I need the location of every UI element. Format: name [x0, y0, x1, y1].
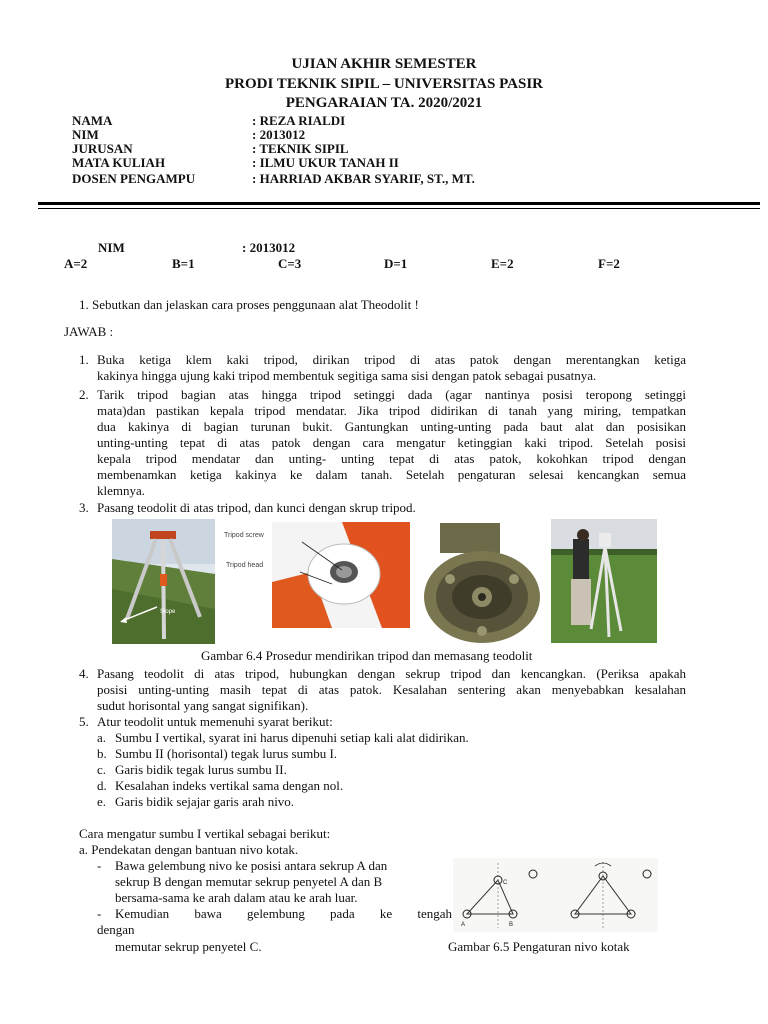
sub-b-key: b.	[97, 746, 107, 761]
info-label-dosen: DOSEN PENGAMPU	[72, 171, 196, 186]
exam-title: UJIAN AKHIR SEMESTER	[291, 56, 477, 72]
step-2-number: 2.	[79, 387, 89, 402]
nim-value: : 2013012	[242, 240, 296, 255]
step-2-line-7: klemnya.	[97, 483, 146, 498]
answer-label: JAWAB :	[64, 324, 114, 339]
var-a: A=2	[64, 256, 88, 271]
fig65-label-a: A	[461, 922, 466, 928]
sub-c-key: c.	[97, 762, 107, 777]
figure-6-5-caption: Gambar 6.5 Pengaturan nivo kotak	[448, 939, 630, 954]
photo-tribrach-underside	[420, 519, 544, 645]
bullet-1-dash: -	[97, 858, 102, 873]
bullet-2-line-1: Kemudian bawa gelembung pada ke tengah	[115, 906, 452, 921]
var-f: F=2	[598, 256, 620, 271]
step-2-line-6: membenamkan ketiga kakinya ke dalam tanah. Setelah pengaturan selesai kencangkan semua	[97, 467, 686, 482]
info-label-nama: NAMA	[72, 113, 113, 128]
info-value-nim: : 2013012	[252, 127, 306, 142]
fig65-label-b: B	[509, 922, 514, 928]
step-3-line-1: Pasang teodolit di atas tripod, dan kunci dengan skrup tripod.	[97, 500, 416, 515]
bullet-1-line-3: bersama-sama ke arah dalam atau ke arah luar.	[115, 890, 358, 905]
procedure-intro: Cara mengatur sumbu I vertikal sebagai berikut:	[79, 826, 331, 841]
info-label-jurusan: JURUSAN	[72, 141, 133, 156]
photo-tripod-on-slope	[112, 519, 215, 644]
step-1-line-1: Buka ketiga klem kaki tripod, dirikan tripod di atas patok dengan merentangkan ketiga	[97, 352, 686, 367]
slope-label: Slope	[160, 609, 176, 615]
bullet-1-line-1: Bawa gelembung nivo ke posisi antara sekrup A dan	[115, 858, 388, 873]
info-label-nim: NIM	[72, 127, 99, 142]
var-e: E=2	[491, 256, 514, 271]
bullet-1-line-2: sekrup B dengan memutar sekrup penyetel A dan B	[115, 874, 383, 889]
photo-tripod-screw	[272, 522, 410, 628]
figure-6-4-caption: Gambar 6.4 Prosedur mendirikan tripod dan memasang teodolit	[201, 648, 533, 663]
fig65-label-c: C	[503, 880, 508, 886]
tripod-screw-label: Tripod screw	[224, 532, 264, 539]
info-label-matakuliah: MATA KULIAH	[72, 155, 166, 170]
step-3-number: 3.	[79, 500, 89, 515]
sub-c-text: Garis bidik tegak lurus sumbu II.	[115, 762, 287, 777]
bullet-2-line-2: dengan	[97, 922, 135, 937]
info-value-matakuliah: : ILMU UKUR TANAH II	[252, 155, 399, 170]
step-4-line-3: sudut horisontal yang sangat signifikan).	[97, 698, 309, 713]
info-value-jurusan: : TEKNIK SIPIL	[252, 141, 349, 156]
figure-6-5-diagram	[453, 858, 658, 932]
tripod-head-label: Tripod head	[226, 562, 264, 569]
photo-surveyor-leveling	[551, 519, 657, 643]
sub-a-key: a.	[97, 730, 107, 745]
sub-e-text: Garis bidik sejajar garis arah nivo.	[115, 794, 295, 809]
step-2-line-5: kepala tripod mendatar dan unting- unting tepat di atas patok, kokohkan tripod dengan	[97, 451, 686, 466]
step-5-number: 5.	[79, 714, 89, 729]
step-4-line-1: Pasang teodolit di atas tripod, hubungkan dengan sekrup tripod dan kencangkan. (Periksa apakah	[97, 666, 686, 681]
step-4-number: 4.	[79, 666, 89, 681]
sub-e-key: e.	[97, 794, 107, 809]
header-rule-thin	[38, 208, 760, 209]
year-title: PENGARAIAN TA. 2020/2021	[285, 95, 483, 111]
sub-b-text: Sumbu II (horisontal) tegak lurus sumbu I.	[115, 746, 338, 761]
step-2-line-3: dua kakinya di bagian turunan bukit. Gantungkan unting-unting pada baut alat dan posisikan	[97, 419, 686, 434]
step-2-line-1: Tarik tripod bagian atas hingga tripod setinggi dada (agar nantinya posisi teropong setinggi	[97, 387, 686, 402]
bullet-2-line-3: memutar sekrup penyetel C.	[115, 939, 262, 954]
sub-d-key: d.	[97, 778, 107, 793]
sub-d-text: Kesalahan indeks vertikal sama dengan nol.	[115, 778, 344, 793]
procedure-item-a: a. Pendekatan dengan bantuan nivo kotak.	[79, 842, 299, 857]
step-1-number: 1.	[79, 352, 89, 367]
sub-a-text: Sumbu I vertikal, syarat ini harus dipenuhi setiap kali alat didirikan.	[115, 730, 469, 745]
var-b: B=1	[172, 256, 195, 271]
step-2-line-2: mata)dan pastikan kepala tripod mendatar. Jika tripod didirikan di tanah yang miring, tempatkan	[97, 403, 686, 418]
step-5-line-1: Atur teodolit untuk memenuhi syarat berikut:	[97, 714, 333, 729]
step-1-line-2: kakinya hingga ujung kaki tripod membentuk segitiga sama sisi dengan patok sebagai pusatnya.	[97, 368, 597, 383]
step-2-line-4: unting-unting tepat di atas patok dengan cara mengatur ketinggian kaki tripod. Setelah posisi	[97, 435, 686, 450]
var-d: D=1	[384, 256, 408, 271]
step-4-line-2: posisi unting-unting masih tepat di atas patok. Kesalahan sentering akan menyebabkan kesalahan	[97, 682, 686, 697]
header-rule-thick	[38, 202, 760, 205]
nim-label: NIM	[98, 240, 125, 255]
bullet-2-dash: -	[97, 906, 102, 921]
info-value-dosen: : HARRIAD AKBAR SYARIF, ST., MT.	[252, 171, 475, 186]
question-1: 1. Sebutkan dan jelaskan cara proses penggunaan alat Theodolit !	[79, 297, 419, 312]
info-value-nama: : REZA RIALDI	[252, 113, 346, 128]
var-c: C=3	[278, 256, 302, 271]
program-title: PRODI TEKNIK SIPIL – UNIVERSITAS PASIR	[225, 76, 543, 92]
